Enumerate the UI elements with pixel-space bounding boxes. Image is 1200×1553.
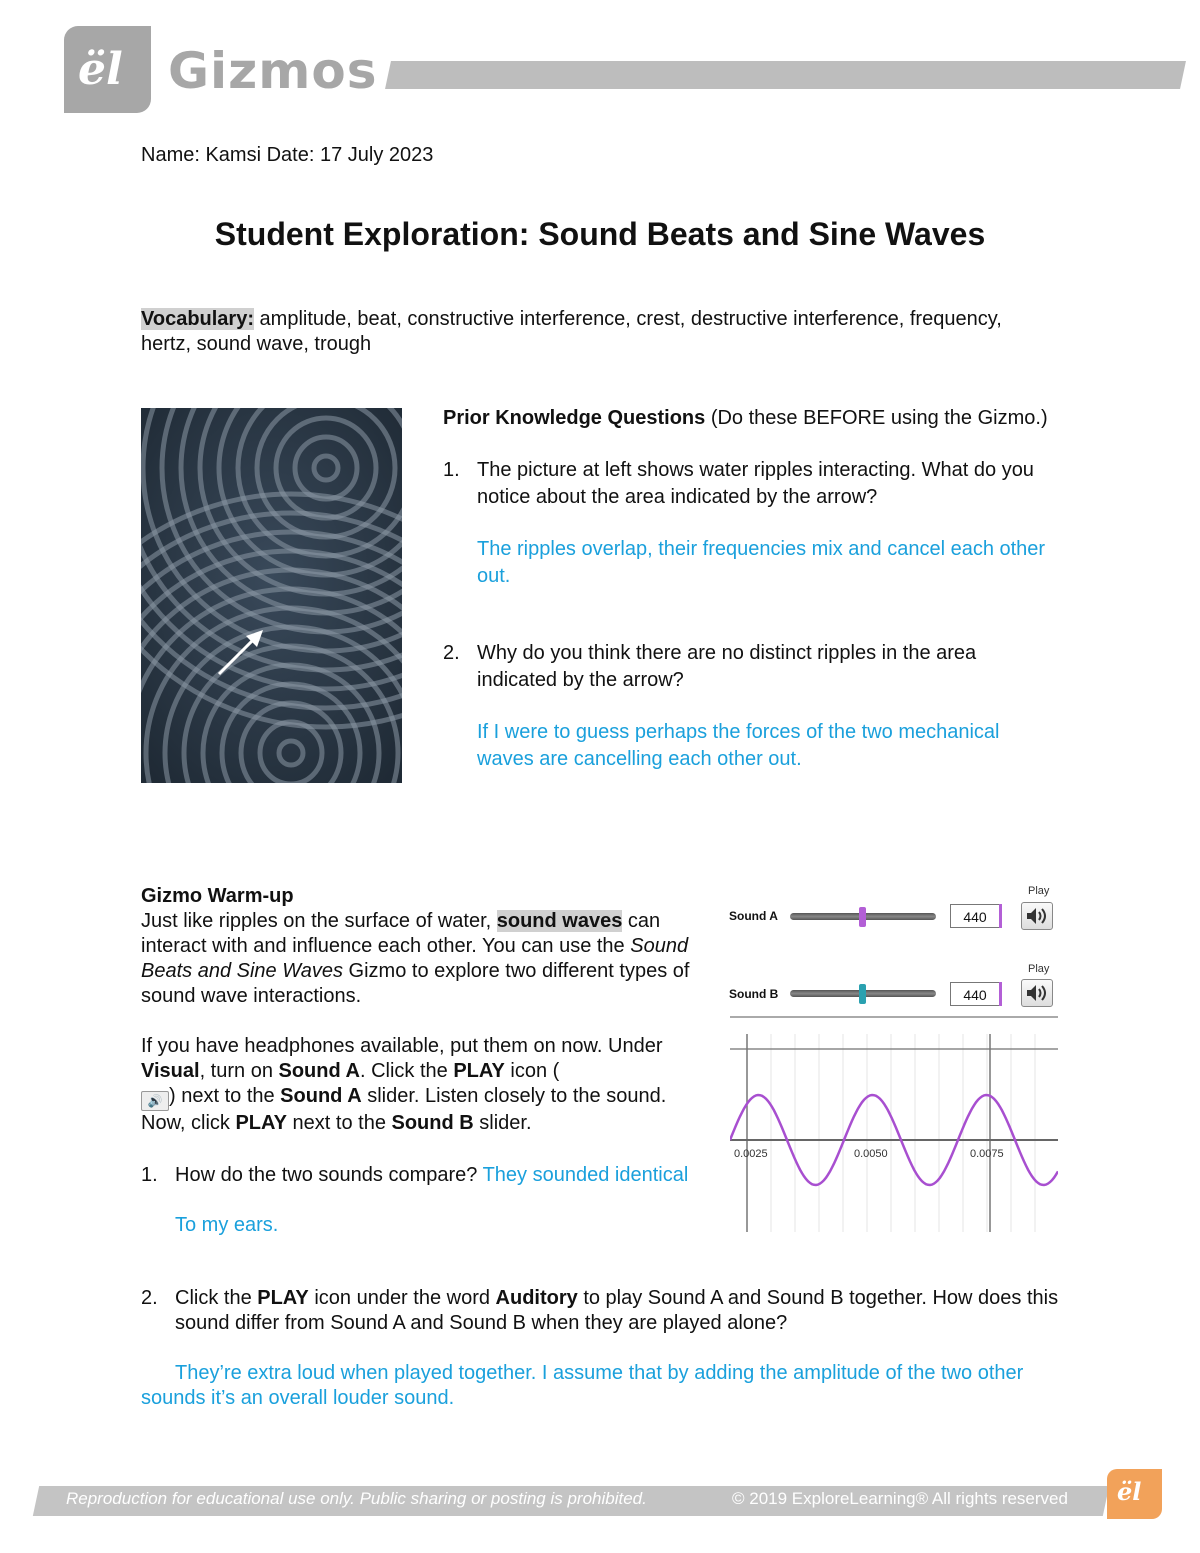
explorelearning-logo — [1107, 1469, 1162, 1519]
prior-heading: Prior Knowledge Questions (Do these BEFORE using the Gizmo.) — [443, 407, 1048, 429]
warmup-paragraph-1: Just like ripples on the surface of water, sound waves can interact with and influence each other. You can use the Sound Beats and Sine Waves Gizmo to explore two different types of sound wave interactions. — [141, 910, 690, 1007]
footer-copyright: © 2019 ExploreLearning® All rights reserved — [732, 1489, 1068, 1508]
answer-text: They’re extra loud when played together. I assume that by adding the amplitude of the two other sounds it’s an overall louder sound. — [141, 1362, 1024, 1409]
sound-a-play-button[interactable] — [1021, 902, 1053, 930]
vocabulary — [141, 307, 1041, 357]
question-text: Why do you think there are no distinct ripples in the area indicated by the arrow? — [477, 642, 977, 691]
speaker-icon — [1022, 980, 1052, 1006]
logo-mark: ël — [78, 44, 123, 95]
play-label-b: Play — [1028, 963, 1050, 975]
sound-a-slider-thumb[interactable] — [859, 907, 866, 927]
answer-text: To my ears. — [175, 1214, 279, 1236]
water-ripples-image — [141, 408, 402, 783]
prior-knowledge-section — [443, 405, 1053, 773]
vocabulary-label: Vocabulary: — [141, 308, 254, 330]
name-date-line: Name: Kamsi Date: 17 July 2023 — [141, 144, 434, 166]
ripple-illustration — [141, 408, 402, 783]
warmup-paragraph-2: If you have headphones available, put them on now. Under Visual, turn on Sound A. Click the PLAY icon ( 🔊 ) next to the Sound A slider. Listen closely to the sound. Now, click PLAY next to the Sound B slider. — [141, 1035, 667, 1134]
answer-text: The ripples overlap, their frequencies mix and cancel each other out. — [477, 538, 1046, 587]
warmup-questions — [141, 1163, 1061, 1411]
warmup-heading: Gizmo Warm-up — [141, 885, 294, 907]
speaker-icon: 🔊 — [141, 1091, 169, 1111]
answer-text: If I were to guess perhaps the forces of the two mechanical waves are cancelling each other out. — [477, 721, 1000, 770]
sound-a-value[interactable]: 440 — [950, 904, 1000, 928]
question-text: The picture at left shows water ripples interacting. What do you notice about the area indicated by the arrow? — [477, 459, 1034, 508]
vocabulary-text: amplitude, beat, constructive interference, crest, destructive interference, frequency, hertz, sound wave, trough — [141, 308, 1002, 355]
warmup-question-2: 2. Click the PLAY icon under the word Auditory to play Sound A and Sound B together. How does this sound differ from Sound A and Sound B when they are played alone? — [141, 1287, 1059, 1334]
gizmos-logo — [64, 26, 151, 113]
header-bar — [385, 61, 1186, 89]
sound-b-value[interactable]: 440 — [950, 982, 1000, 1006]
warmup-question-1: 1. How do the two sounds compare? They sounded identical To my ears. — [141, 1163, 1061, 1238]
sound-a-label: Sound A — [729, 909, 778, 923]
answer-text: They sounded identical — [482, 1164, 689, 1186]
sound-b-slider-thumb[interactable] — [859, 984, 866, 1004]
sound-b-play-button[interactable] — [1021, 979, 1053, 1007]
footer-notice: Reproduction for educational use only. Public sharing or posting is prohibited. — [66, 1489, 647, 1508]
page-title: Student Exploration: Sound Beats and Sine Waves — [214, 216, 986, 252]
logo-mark: ël — [1117, 1477, 1142, 1506]
play-label-a: Play — [1028, 885, 1050, 897]
speaker-icon — [1022, 903, 1052, 929]
sound-a-color-bar — [999, 904, 1002, 928]
prior-question-2: 2. Why do you think there are no distinct ripples in the area indicated by the arrow? If I were to guess perhaps the forces of the two mechanical waves are cancelling each other out. — [443, 640, 1053, 773]
warmup-section — [141, 884, 701, 1136]
brand-name: Gizmos — [168, 42, 378, 100]
sound-b-label: Sound B — [729, 987, 779, 1001]
sound-b-color-bar — [999, 982, 1002, 1006]
tick-label-1: 0.0025 — [734, 1148, 768, 1160]
prior-question-1: 1. The picture at left shows water ripples interacting. What do you notice about the area indicated by the arrow? The ripples overlap, their frequencies mix and cancel each other out. — [443, 457, 1053, 590]
tick-label-3: 0.0075 — [970, 1148, 1004, 1160]
tick-label-2: 0.0050 — [854, 1148, 888, 1160]
